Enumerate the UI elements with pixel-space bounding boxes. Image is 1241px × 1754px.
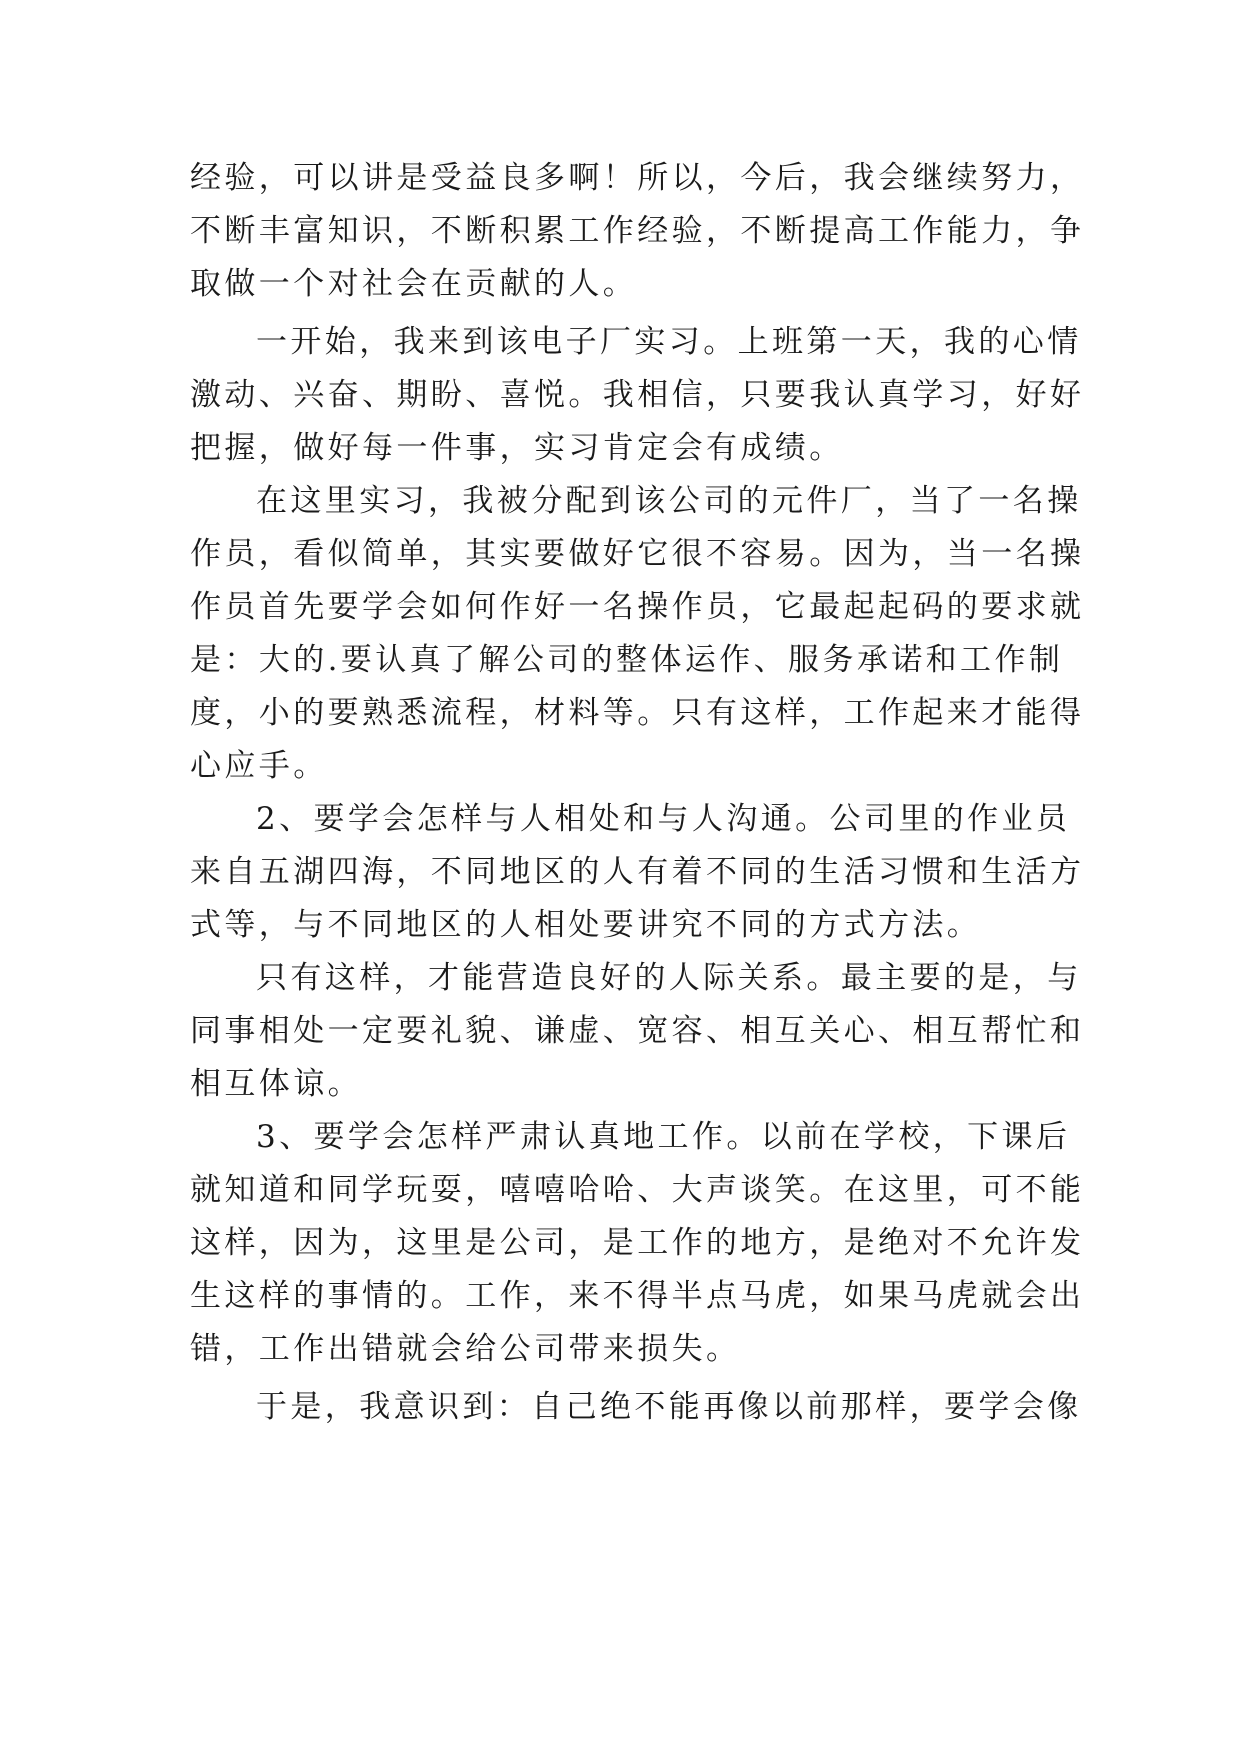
text-line: 相互体谅。 bbox=[190, 1066, 362, 1102]
text-line: 一开始，我来到该电子厂实习。上班第一天，我的心情 bbox=[256, 324, 1082, 360]
text-line: 错，工作出错就会给公司带来损失。 bbox=[190, 1331, 741, 1367]
text-line: 式等，与不同地区的人相处要讲究不同的方式方法。 bbox=[190, 907, 982, 943]
text-line: 作员，看似简单，其实要做好它很不容易。因为，当一名操 bbox=[190, 536, 1085, 572]
text-line: 作员首先要学会如何作好一名操作员，它最起起码的要求就 bbox=[190, 589, 1085, 625]
text-line: 3、要学会怎样严肃认真地工作。以前在学校，下课后 bbox=[256, 1119, 1071, 1155]
text-line: 经验，可以讲是受益良多啊！所以，今后，我会继续努力， bbox=[190, 160, 1085, 196]
text-line: 取做一个对社会在贡献的人。 bbox=[190, 266, 638, 302]
text-line: 只有这样，才能营造良好的人际关系。最主要的是，与 bbox=[256, 960, 1082, 996]
text-line: 心应手。 bbox=[190, 748, 328, 784]
text-line: 2、要学会怎样与人相处和与人沟通。公司里的作业员 bbox=[256, 801, 1071, 837]
text-line: 把握，做好每一件事，实习肯定会有成绩。 bbox=[190, 430, 844, 466]
text-line: 来自五湖四海，不同地区的人有着不同的生活习惯和生活方 bbox=[190, 854, 1085, 890]
text-line: 生这样的事情的。工作，来不得半点马虎，如果马虎就会出 bbox=[190, 1278, 1085, 1314]
text-line: 于是，我意识到：自己绝不能再像以前那样，要学会像 bbox=[256, 1389, 1082, 1425]
text-line: 就知道和同学玩耍，嘻嘻哈哈、大声谈笑。在这里，可不能 bbox=[190, 1172, 1085, 1208]
text-line: 度，小的要熟悉流程，材料等。只有这样，工作起来才能得 bbox=[190, 695, 1085, 731]
text-line: 在这里实习，我被分配到该公司的元件厂，当了一名操 bbox=[256, 483, 1082, 519]
text-line: 不断丰富知识，不断积累工作经验，不断提高工作能力，争 bbox=[190, 213, 1085, 249]
text-line: 同事相处一定要礼貌、谦虚、宽容、相互关心、相互帮忙和 bbox=[190, 1013, 1085, 1049]
text-line: 激动、兴奋、期盼、喜悦。我相信，只要我认真学习，好好 bbox=[190, 377, 1085, 413]
text-line: 这样，因为，这里是公司，是工作的地方，是绝对不允许发 bbox=[190, 1225, 1085, 1261]
text-line: 是：大的.要认真了解公司的整体运作、服务承诺和工作制 bbox=[190, 642, 1064, 678]
